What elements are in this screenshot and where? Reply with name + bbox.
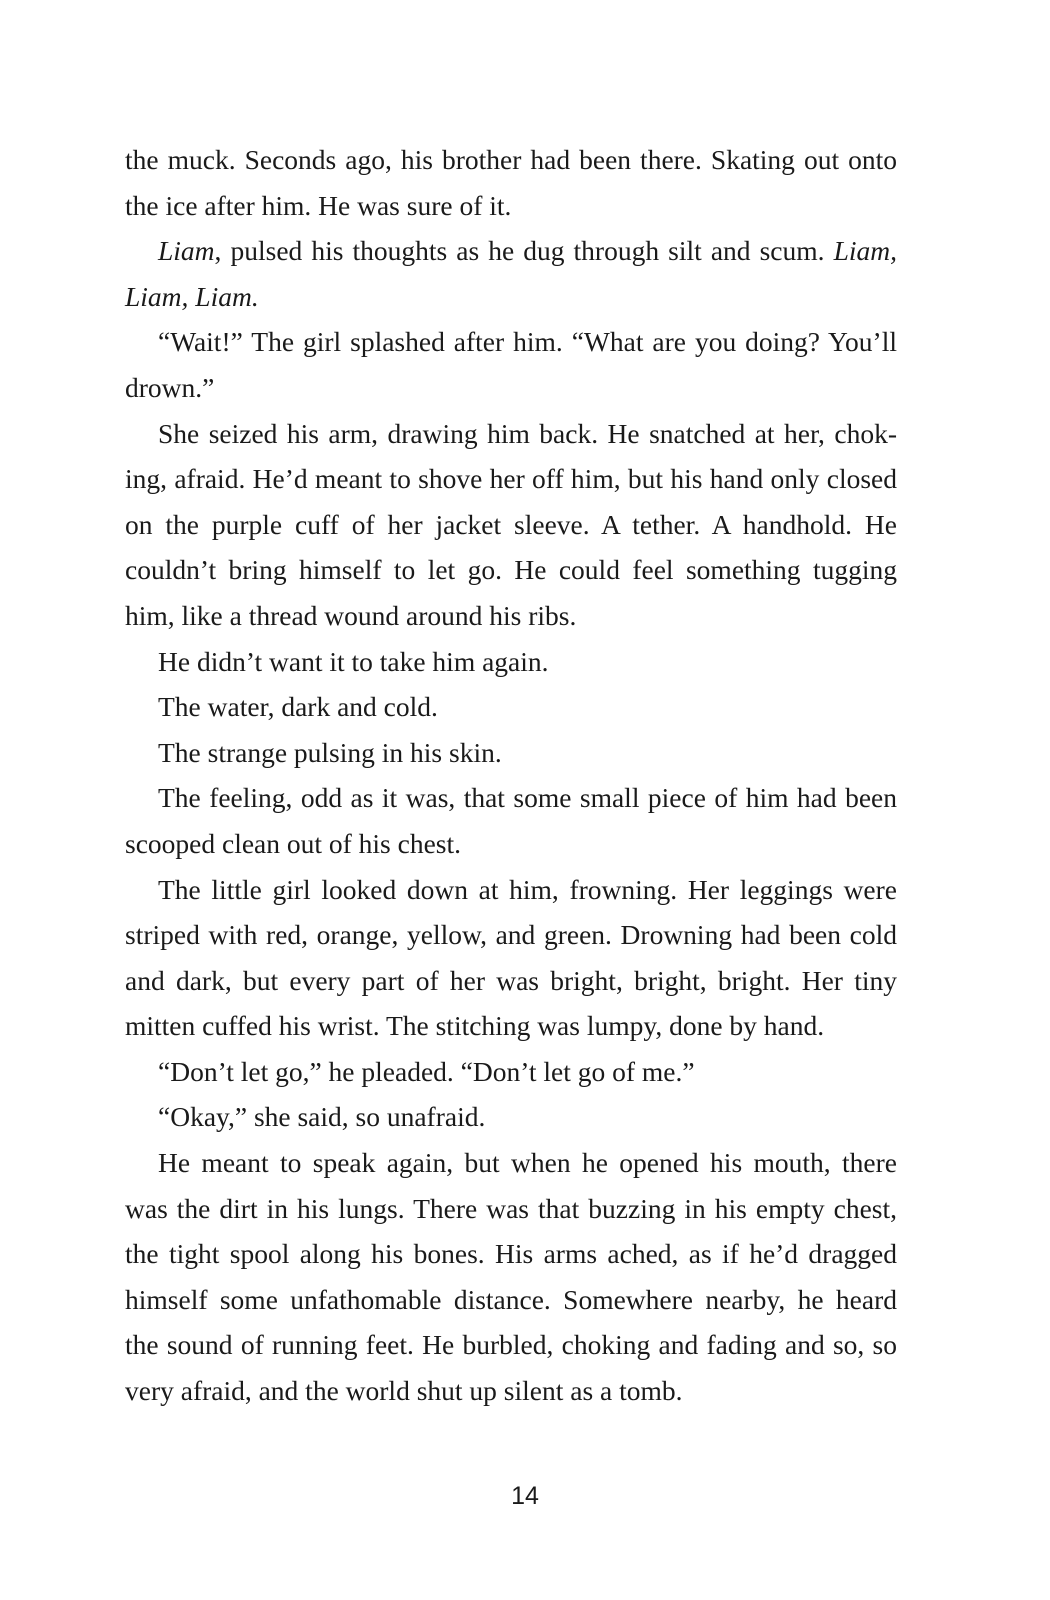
text-run: “Wait!” The girl splashed after him. “What are you doing? You’ll drown.” — [125, 326, 897, 403]
paragraph — [125, 684, 897, 730]
text-run: The strange pulsing in his skin. — [158, 736, 502, 768]
page-number: 14 — [511, 1482, 539, 1510]
text-run: He meant to speak again, but when he opened his mouth, there was the dirt in his lungs. There was that buzzing in his empty chest, the tight spool along his bones. His arms ached, as if he’d dragged himself some unfathomable distance. Somewhere nearby, he heard the sound of running feet. He burbled, choking and fading and so, so very afraid, and the world shut up silent as a tomb. — [125, 1147, 897, 1407]
paragraph — [125, 319, 897, 410]
text-run: The feeling, odd as it was, that some small piece of him had been scooped clean out of his chest. — [125, 782, 897, 859]
italic-text-run: Liam, Liam, Liam. — [125, 235, 897, 312]
paragraph — [125, 1140, 897, 1414]
text-run: the muck. Seconds ago, his brother had been there. Skating out onto the ice after him. He was sure of it. — [125, 144, 897, 221]
body-text — [125, 137, 897, 1414]
text-run: The little girl looked down at him, frowning. Her leggings were striped with red, orange, yellow, and green. Drowning had been cold and dark, but every part of her was bright, bright, bright. Her tiny mitten cuffed his wrist. The stitching was lumpy, done by hand. — [125, 873, 897, 1042]
paragraph — [125, 867, 897, 1049]
text-run: He didn’t want it to take him again. — [158, 645, 549, 677]
paragraph — [125, 639, 897, 685]
paragraph — [125, 730, 897, 776]
text-run: , pulsed his thoughts as he dug through silt and scum. — [214, 235, 834, 267]
text-run: She seized his arm, drawing him back. He snatched at her, choking, afraid. He’d meant to shove her off him, but his hand only closed on the purple cuff of her jacket sleeve. A tether. A handhold. He couldn’t bring himself to let go. He could feel something tugging him, like a thread wound around his ribs. — [125, 417, 897, 631]
paragraph — [125, 411, 897, 639]
paragraph — [125, 1094, 897, 1140]
text-run: The water, dark and cold. — [158, 691, 438, 723]
paragraph — [125, 137, 897, 228]
text-run: “Don’t let go,” he pleaded. “Don’t let go of me.” — [158, 1055, 695, 1087]
paragraph — [125, 775, 897, 866]
paragraph — [125, 1049, 897, 1095]
text-run: “Okay,” she said, so unafraid. — [158, 1101, 486, 1133]
italic-text-run: Liam — [158, 235, 215, 267]
paragraph — [125, 228, 897, 319]
